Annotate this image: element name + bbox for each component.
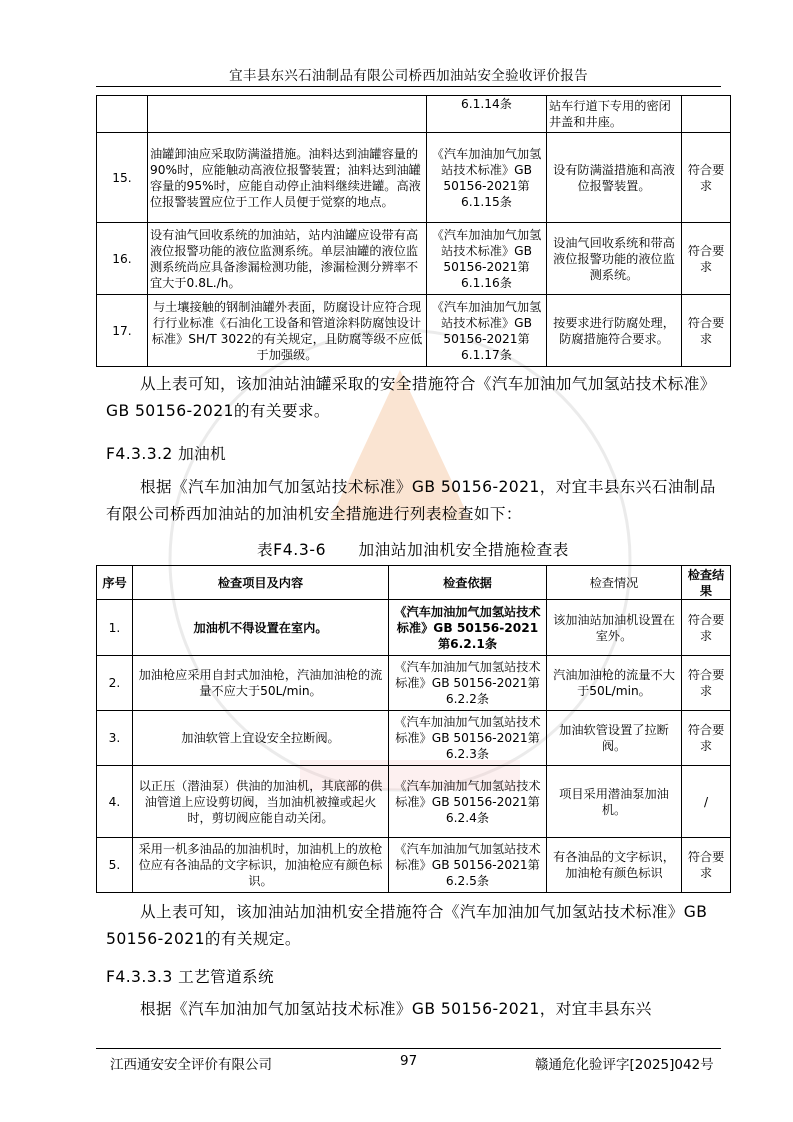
row-status: 该加油站加油机设置在室外。 <box>547 600 682 656</box>
row-no: 4. <box>97 766 133 838</box>
row-status: 站车行道下专用的密闭井盖和井座。 <box>547 96 682 133</box>
header-basis: 检查依据 <box>389 566 547 600</box>
row-basis: 《汽车加油加气加氢站技术标准》GB 50156-2021第6.2.3条 <box>389 711 547 766</box>
header-result: 检查结果 <box>682 566 731 600</box>
table-row <box>97 223 731 295</box>
table-row <box>97 96 731 133</box>
row-basis: 6.1.14条 <box>427 96 547 133</box>
row-item: 采用一机多油品的加油机时，加油机上的放枪位应有各油品的文字标识，加油枪应有颜色标识。 <box>133 838 389 893</box>
paragraph-tank-summary: 从上表可知，该加油站油罐采取的安全措施符合《汽车加油加气加氢站技术标准》GB 50156-2021的有关要求。 <box>106 375 716 420</box>
table-row <box>97 656 731 711</box>
row-result: 符合要求 <box>682 600 731 656</box>
row-basis: 《汽车加油加气加氢站技术标准》GB 50156-2021第6.1.15条 <box>427 133 547 223</box>
table-row <box>97 766 731 838</box>
row-status: 汽油加油枪的流量不大于50L/min。 <box>547 656 682 711</box>
row-basis: 《汽车加油加气加氢站技术标准》GB 50156-2021第6.2.1条 <box>389 600 547 656</box>
row-result: 符合要求 <box>682 656 731 711</box>
row-item: 以正压（潜油泵）供油的加油机，其底部的供油管道上应设剪切阀，当加油机被撞或起火时，剪切阀应能自动关闭。 <box>133 766 389 838</box>
row-no: 17. <box>97 295 148 367</box>
row-status: 项目采用潜油泵加油机。 <box>547 766 682 838</box>
section-heading-piping: F4.3.3.3 工艺管道系统 <box>106 968 275 986</box>
row-status: 加油软管设置了拉断阀。 <box>547 711 682 766</box>
row-item: 设有油气回收系统的加油站，站内油罐应设带有高液位报警功能的液位监测系统。单层油罐的液位监测系统尚应具备渗漏检测功能，渗漏检测分辨率不宜大于0.8L./h。 <box>148 223 427 295</box>
header-divider <box>96 86 721 87</box>
table-header-row <box>97 566 731 600</box>
row-basis: 《汽车加油加气加氢站技术标准》GB 50156-2021第6.2.2条 <box>389 656 547 711</box>
header-no: 序号 <box>97 566 133 600</box>
row-no: 2. <box>97 656 133 711</box>
table-row <box>97 133 731 223</box>
row-no: 3. <box>97 711 133 766</box>
table-row <box>97 295 731 367</box>
table-row <box>97 600 731 656</box>
row-no <box>97 96 148 133</box>
row-status: 有各油品的文字标识，加油枪有颜色标识 <box>547 838 682 893</box>
row-result: / <box>682 766 731 838</box>
row-basis: 《汽车加油加气加氢站技术标准》GB 50156-2021第6.1.16条 <box>427 223 547 295</box>
paragraph-dispenser-intro: 根据《汽车加油加气加氢站技术标准》GB 50156-2021，对宜丰县东兴石油制品有限公司桥西加油站的加油机安全措施进行列表检查如下： <box>106 478 716 523</box>
section-heading-dispenser: F4.3.3.2 加油机 <box>106 445 227 463</box>
table-caption: 表F4.3-6 加油站加油机安全措施检查表 <box>256 541 570 559</box>
row-result: 符合要求 <box>682 838 731 893</box>
footer-divider <box>96 1048 721 1049</box>
row-status: 设有防满溢措施和高液位报警装置。 <box>547 133 682 223</box>
row-status: 设油气回收系统和带高液位报警功能的液位监测系统。 <box>547 223 682 295</box>
table-row <box>97 838 731 893</box>
row-item: 与土壤接触的钢制油罐外表面，防腐设计应符合现行行业标准《石油化工设备和管道涂料防腐蚀设计标准》SH/T 3022的有关规定，且防腐等级不应低于加强级。 <box>148 295 427 367</box>
row-item: 加油枪应采用自封式加油枪，汽油加油枪的流量不应大于50L/min。 <box>133 656 389 711</box>
row-no: 5. <box>97 838 133 893</box>
row-result: 符合要求 <box>682 295 731 367</box>
row-item <box>148 96 427 133</box>
row-item: 油罐卸油应采取防满溢措施。油料达到油罐容量的90%时，应能触动高液位报警装置；油料达到油罐容量的95%时，应能自动停止油料继续进罐。高液位报警装置应位于工作人员便于觉察的地点。 <box>148 133 427 223</box>
row-item: 加油机不得设置在室内。 <box>133 600 389 656</box>
row-result: 符合要求 <box>682 711 731 766</box>
row-no: 16. <box>97 223 148 295</box>
header-item: 检查项目及内容 <box>133 566 389 600</box>
row-status: 按要求进行防腐处理，防腐措施符合要求。 <box>547 295 682 367</box>
row-result: 符合要求 <box>682 133 731 223</box>
footer-company: 江西通安安全评价有限公司 <box>110 1057 272 1073</box>
row-basis: 《汽车加油加气加氢站技术标准》GB 50156-2021第6.2.5条 <box>389 838 547 893</box>
paragraph-piping-intro: 根据《汽车加油加气加氢站技术标准》GB 50156-2021，对宜丰县东兴 <box>140 1000 652 1018</box>
paragraph-dispenser-summary: 从上表可知，该加油站加油机安全措施符合《汽车加油加气加氢站技术标准》GB 50156-2021的有关规定。 <box>106 903 708 948</box>
dispenser-safety-table <box>96 565 731 893</box>
row-result <box>682 96 731 133</box>
header-status: 检查情况 <box>547 566 682 600</box>
row-no: 15. <box>97 133 148 223</box>
row-no: 1. <box>97 600 133 656</box>
tank-safety-table <box>96 95 731 367</box>
page-header: 宜丰县东兴石油制品有限公司桥西加油站安全验收评价报告 <box>229 68 588 84</box>
table-row <box>97 711 731 766</box>
footer-report-number: 赣通危化验评字[2025]042号 <box>535 1057 714 1073</box>
footer-page-number: 97 <box>400 1053 418 1069</box>
row-item: 加油软管上宜设安全拉断阀。 <box>133 711 389 766</box>
row-basis: 《汽车加油加气加氢站技术标准》GB 50156-2021第6.2.4条 <box>389 766 547 838</box>
row-basis: 《汽车加油加气加氢站技术标准》GB 50156-2021第6.1.17条 <box>427 295 547 367</box>
row-result: 符合要求 <box>682 223 731 295</box>
